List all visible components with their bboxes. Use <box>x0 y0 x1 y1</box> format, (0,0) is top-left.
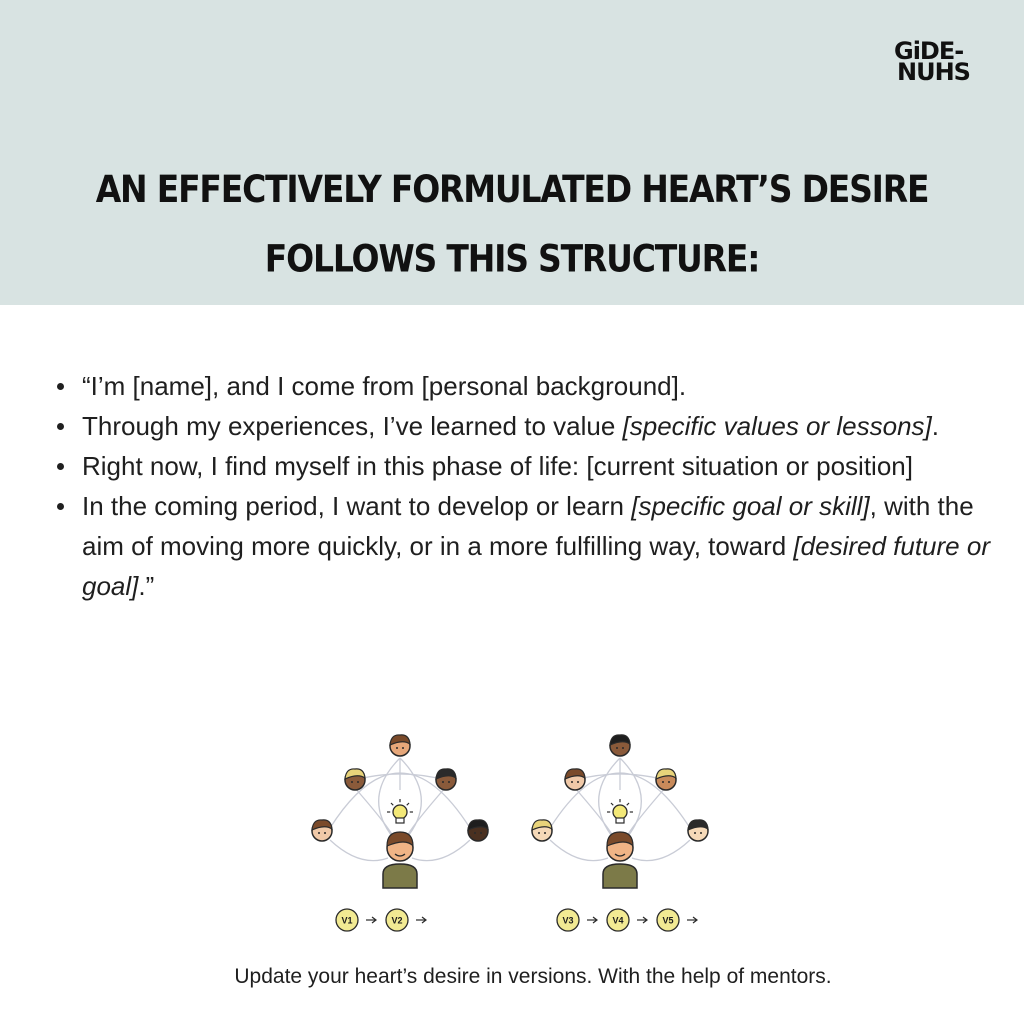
bullet-text: .” <box>138 571 155 601</box>
version-sequence-right <box>557 909 697 931</box>
version-badge <box>557 909 579 931</box>
center-person-avatar <box>383 832 417 888</box>
mentor-avatar <box>565 769 585 790</box>
mentor-network-illustration <box>300 728 730 943</box>
caption: Update your heart’s desire in versions. With the help of mentors. <box>234 965 832 988</box>
version-badge <box>336 909 358 931</box>
version-badge <box>657 909 679 931</box>
arrow-right-icon <box>587 917 597 923</box>
mentor-avatar <box>390 735 410 756</box>
bullet-item <box>50 406 990 446</box>
placeholder-text: [desired future or goal] <box>82 531 990 601</box>
placeholder-text: [specific values or lessons] <box>622 411 932 441</box>
version-sequence-left <box>336 909 426 931</box>
bullet-text: . <box>931 411 939 441</box>
logo-line-1: GiDE- <box>894 37 964 65</box>
arrow-right-icon <box>637 917 647 923</box>
header-band <box>0 0 1024 305</box>
arrow-right-icon <box>366 917 376 923</box>
mentor-avatar <box>468 820 488 841</box>
bullet-item <box>50 366 990 406</box>
mentor-avatar <box>436 769 456 790</box>
arrow-right-icon <box>416 917 426 923</box>
mentor-avatar <box>610 735 630 756</box>
mentor-avatar <box>312 820 332 841</box>
lightbulb-icon <box>607 799 633 823</box>
bullet-text: Right now, I find myself in this phase of life: [current situation or position] <box>82 451 913 481</box>
arrow-right-icon <box>687 917 697 923</box>
version-label: V4 <box>612 915 624 926</box>
mentor-avatar <box>532 820 552 841</box>
bullet-text: “I’m [name], and I come from [personal background]. <box>82 371 687 401</box>
version-label: V5 <box>662 915 674 926</box>
logo-line-2: NUHS <box>897 58 970 86</box>
title-line-1: AN EFFECTIVELY FORMULATED HEART’S DESIRE <box>95 167 929 211</box>
placeholder-text: [specific goal or skill] <box>631 491 870 521</box>
brand-logo <box>894 37 976 86</box>
page-title <box>60 155 964 294</box>
version-label: V2 <box>391 915 403 926</box>
mentor-avatar <box>656 769 676 790</box>
mentor-avatar <box>345 769 365 790</box>
bullet-item <box>50 446 990 486</box>
bullet-list <box>50 366 990 606</box>
version-badge <box>386 909 408 931</box>
mentor-avatar <box>688 820 708 841</box>
version-label: V1 <box>341 915 353 926</box>
bullet-text: In the coming period, I want to develop or learn <box>82 491 632 521</box>
bullet-item <box>50 486 990 606</box>
center-person-avatar <box>603 832 637 888</box>
version-badge <box>607 909 629 931</box>
lightbulb-icon <box>387 799 413 823</box>
mentor-network-right <box>532 735 708 888</box>
mentor-network-left <box>312 735 488 888</box>
title-line-2: FOLLOWS THIS STRUCTURE: <box>264 236 760 281</box>
version-label: V3 <box>562 915 574 926</box>
bullet-text: Through my experiences, I’ve learned to value <box>82 411 623 441</box>
bullet-text: , with the aim of moving more quickly, or in a more fulfilling way, toward <box>82 491 974 561</box>
